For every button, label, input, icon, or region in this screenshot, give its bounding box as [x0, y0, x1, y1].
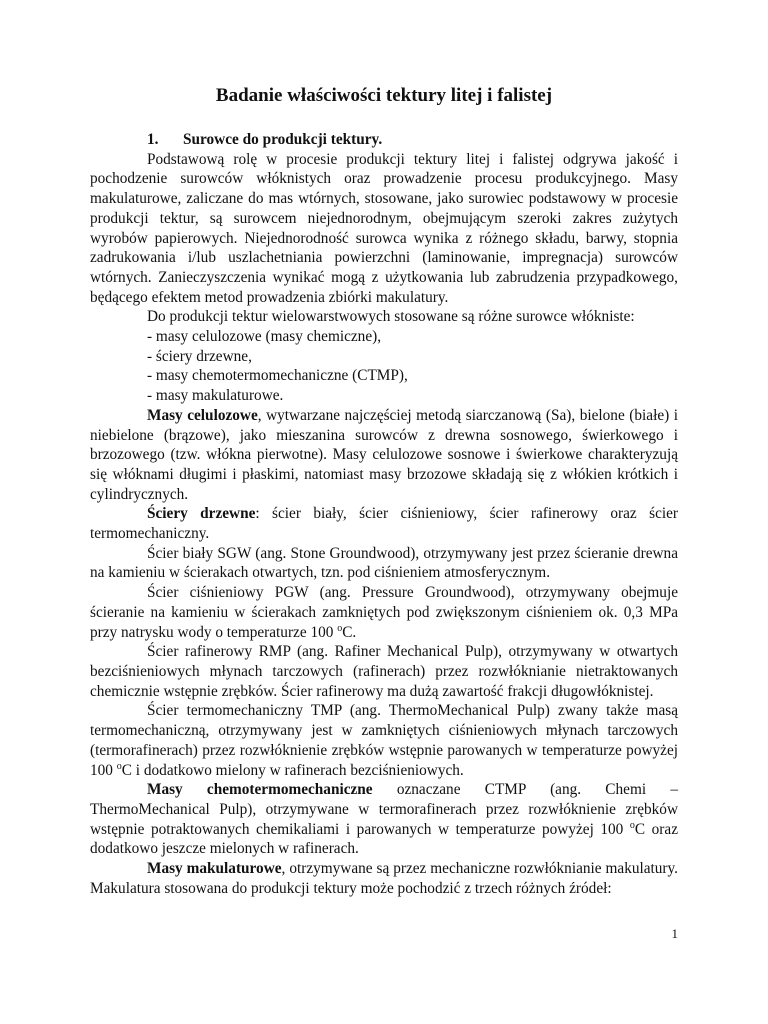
list-item: - masy makulaturowe.: [147, 387, 284, 405]
paragraph-tmp-text-end: C i dodatkowo mielony w rafinerach bezciśnieniowych.: [121, 761, 464, 779]
section-number: 1.: [147, 131, 159, 148]
paragraph-intro: Podstawową rolę w procesie produkcji tektury litej i falistej odgrywa jakość i pochodzenie surowców włóknistych oraz prowadzenie procesu produkcyjnego. Masy makulaturowe, zaliczane do mas wtórnych, stosowane, jako surowiec podstawowy w procesie produkcji tektur, są surowcem niejednorodnym, obejmującym szeroki zakres zużytych wyrobów papierowych. Niejednorodność surowca wynika z różnego składu, barwy, stopnia zadrukowania i/lub uszlachetniania powierzchni (laminowanie, impregnacja) surowców wtórnych. Zanieczyszczenia wynikać mogą z użytkowania lub zabrudzenia przypadkowego, będącego efektem metod prowadzenia zbiórki makulatury.: [90, 150, 678, 306]
page-number: 1: [671, 926, 678, 941]
paragraph-recycled-text: , otrzymywane są przez mechaniczne rozwłóknianie makulatury. Makulatura stosowana do produkcji tektury może pochodzić z trzech różnych źródeł:: [90, 860, 678, 897]
degree-sup: o: [629, 819, 635, 831]
degree-sup: o: [116, 760, 122, 772]
paragraph-cellulose-text: , wytwarzane najczęściej metodą siarczanową (Sa), bielone (białe) i niebielone (brązowe), jako mieszanina surowców z drewna sosnowego, świerkowego i brzozowego (tzw. włókna pierwotne). Masy celulozowe sosnowe i świerkowe charakteryzują się włóknami długimi i płaskimi, natomiast masy brzozowe składają się z włókien krótkich i cylindrycznych.: [90, 406, 678, 503]
paragraph-sgw: Ścier biały SGW (ang. Stone Groundwood), otrzymywany jest przez ścieranie drewna na kamieniu w ścierakach otwartych, tzn. pod ciśnieniem atmosferycznym.: [90, 544, 678, 582]
paragraph-pgw-text: Ścier ciśnieniowy PGW (ang. Pressure Groundwood), otrzymywany obejmuje ścieranie na kamieniu w ścierakach zamkniętych pod zwiększonym ciśnieniem ok. 0,3 MPa przy natrysku wody o temperaturze 100: [90, 584, 678, 641]
paragraph-groundwood: [90, 504, 678, 543]
paragraph-ctmp: [90, 780, 678, 859]
list-item: - masy celulozowe (masy chemiczne),: [147, 328, 382, 346]
paragraph-recycled: [90, 859, 678, 898]
section-heading: [90, 130, 678, 150]
paragraph-materials-list-intro: Do produkcji tektur wielowarstwowych stosowane są różne surowce włókniste:: [147, 308, 635, 326]
section-title: Surowce do produkcji tektury.: [183, 131, 383, 148]
degree-sup: o: [337, 622, 343, 634]
paragraph-groundwood-text: : ścier biały, ścier ciśnieniowy, ścier rafinerowy oraz ścier termomechaniczny.: [90, 505, 678, 543]
term-cellulose: Masy celulozowe: [147, 406, 258, 424]
term-recycled: Masy makulaturowe: [147, 860, 282, 878]
list-item: - masy chemotermomechaniczne (CTMP),: [147, 367, 408, 385]
paragraph-tmp-text: Ścier termomechaniczny TMP (ang. ThermoMechanical Pulp) zwany także masą termomechaniczną, otrzymywany jest w zamkniętych ciśnieniowych młynach tarczowych (termorafinerach) przez rozwłóknienie zrębków wstępnie parowanych w temperaturze powyżej 100: [90, 702, 678, 779]
term-groundwood: Ściery drzewne: [147, 505, 256, 523]
document-title: Badanie właściwości tektury litej i falistej: [215, 85, 553, 106]
paragraph-cellulose: [90, 406, 678, 505]
paragraph-pgw: [90, 583, 678, 642]
paragraph-rmp: Ścier rafinerowy RMP (ang. Rafiner Mechanical Pulp), otrzymywany w otwartych bezciśnieniowych młynach tarczowych (rafinerach) przez rozwłóknianie nietraktowanych chemicznie wstępnie zrębków. Ścier rafinerowy ma dużą zawartość frakcji długowłóknistej.: [90, 643, 678, 700]
paragraph-pgw-text-end: C.: [342, 623, 357, 641]
list-item: - ściery drzewne,: [147, 347, 252, 365]
paragraph-ctmp-text: oznaczane CTMP (ang. Chemi – ThermoMechanical Pulp), otrzymywane w termorafinerach przez rozwłóknienie zrębków wstępnie potraktowanych chemikaliami i parowanych w temperaturze powyżej 100: [90, 781, 678, 838]
paragraph-tmp: [90, 701, 678, 780]
paragraph-ctmp-text-end: C oraz dodatkowo jeszcze mielonych w rafinerach.: [90, 820, 678, 858]
term-ctmp: Masy chemotermomechaniczne: [147, 781, 373, 799]
